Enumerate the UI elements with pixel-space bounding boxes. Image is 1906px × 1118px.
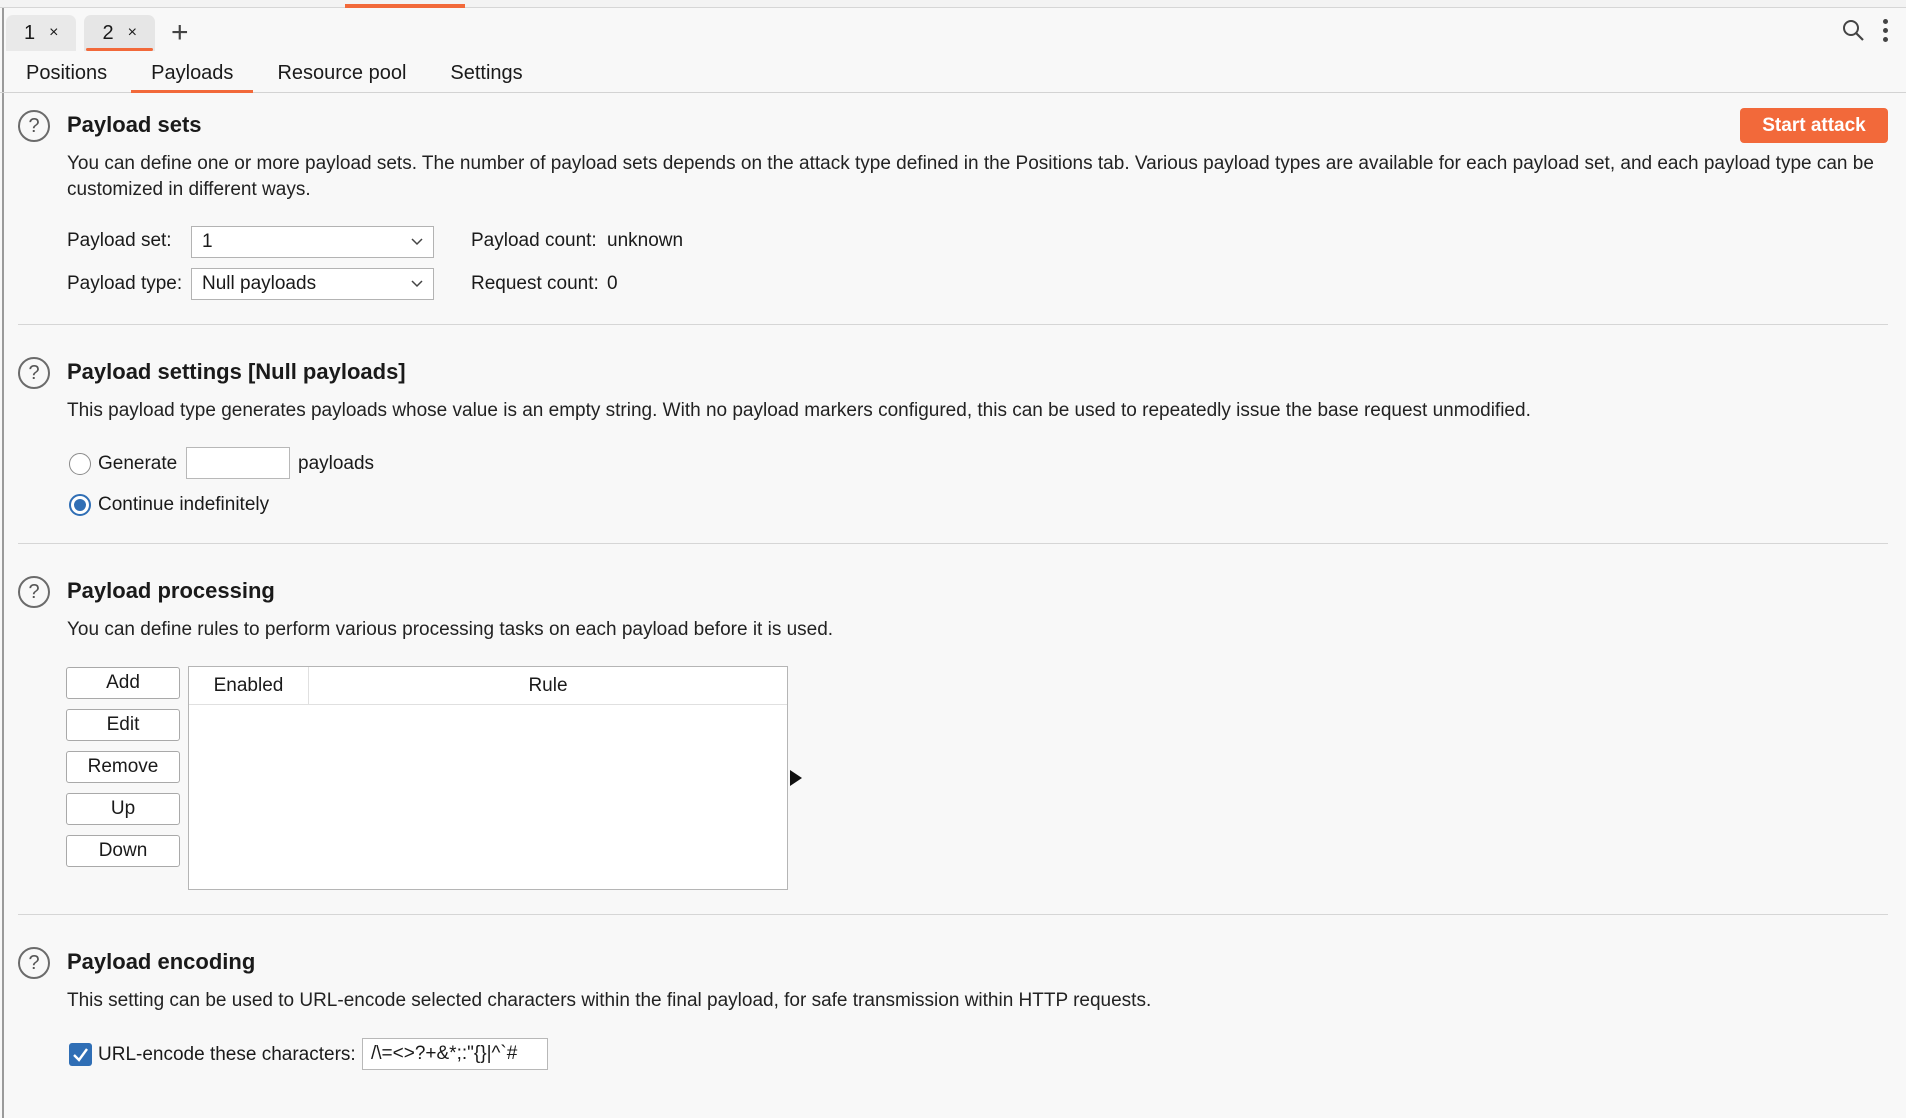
generate-radio[interactable]	[69, 453, 91, 475]
section-description: This payload type generates payloads whose value is an empty string. With no payload markers configured, this can be used to repeatedly issue the base request unmodified.	[67, 400, 1531, 421]
payload-count-value: unknown	[607, 230, 684, 251]
tab-settings[interactable]: Settings	[450, 62, 523, 84]
payload-type-label: Payload type:	[67, 273, 183, 294]
section-title: Payload encoding	[67, 949, 256, 974]
section-title: Payload sets	[67, 112, 202, 137]
search-icon[interactable]	[1841, 18, 1865, 42]
processing-rules-table[interactable]	[188, 666, 788, 890]
tab-resource-pool[interactable]: Resource pool	[277, 62, 407, 84]
payload-set-label: Payload set:	[67, 230, 172, 251]
section-divider	[18, 324, 1888, 325]
move-down-button[interactable]: Down	[66, 835, 180, 867]
add-rule-button[interactable]: Add	[66, 667, 180, 699]
section-description: This setting can be used to URL-encode selected characters within the final payload, for safe transmission within HTTP requests.	[67, 990, 1152, 1011]
help-icon[interactable]: ?	[18, 576, 50, 608]
sub-tab-bar	[0, 54, 1906, 93]
checkmark-icon	[72, 1046, 89, 1063]
help-icon[interactable]: ?	[18, 110, 50, 142]
payload-type-dropdown[interactable]	[191, 268, 434, 300]
chevron-down-icon	[411, 235, 423, 247]
close-icon[interactable]: ×	[127, 24, 137, 41]
generate-label: Generate	[98, 453, 178, 474]
request-count-value: 0	[607, 273, 618, 294]
column-header-enabled[interactable]: Enabled	[189, 667, 309, 704]
help-icon[interactable]: ?	[18, 357, 50, 389]
request-count-label: Request count:	[471, 273, 599, 294]
payload-set-dropdown[interactable]	[191, 226, 434, 258]
window-top-bar	[0, 0, 1906, 8]
help-icon[interactable]: ?	[18, 947, 50, 979]
expand-arrow-icon[interactable]	[790, 770, 802, 786]
tab-payloads[interactable]: Payloads	[131, 54, 253, 92]
payload-count-label: Payload count:	[471, 230, 597, 251]
url-encode-label: URL-encode these characters:	[98, 1044, 356, 1065]
request-tab-strip	[6, 14, 188, 52]
url-encode-checkbox[interactable]	[69, 1043, 92, 1066]
request-tab-label: 1	[24, 21, 36, 44]
payloads-suffix-label: payloads	[298, 453, 375, 474]
generate-count-input[interactable]	[186, 447, 290, 479]
tab-positions[interactable]: Positions	[26, 62, 108, 84]
close-icon[interactable]: ×	[49, 24, 59, 41]
request-tab-2[interactable]	[84, 15, 154, 51]
top-accent	[345, 4, 465, 8]
column-header-rule[interactable]: Rule	[528, 675, 568, 696]
section-title: Payload processing	[67, 578, 275, 603]
left-edge	[2, 8, 4, 1118]
url-encode-characters-input[interactable]: /\=<>?+&*;:"{}|^`#	[362, 1038, 548, 1070]
more-options-icon[interactable]	[1883, 19, 1888, 42]
continue-indefinitely-label: Continue indefinitely	[98, 494, 270, 515]
table-header	[189, 667, 787, 705]
section-title: Payload settings [Null payloads]	[67, 359, 406, 384]
start-attack-button[interactable]: Start attack	[1740, 108, 1888, 143]
move-up-button[interactable]: Up	[66, 793, 180, 825]
continue-indefinitely-radio[interactable]	[69, 494, 91, 516]
chevron-down-icon	[411, 277, 423, 289]
request-tab-label: 2	[102, 21, 114, 44]
payload-set-value: 1	[202, 231, 213, 252]
payload-type-value: Null payloads	[202, 273, 317, 294]
remove-rule-button[interactable]: Remove	[66, 751, 180, 783]
edit-rule-button[interactable]: Edit	[66, 709, 180, 741]
section-divider	[18, 543, 1888, 544]
top-right-tools	[1841, 18, 1888, 42]
section-divider	[18, 914, 1888, 915]
section-description: You can define one or more payload sets. The number of payload sets depends on the attack type defined in the Positions tab. Various payload types are available for each payload set, and each payload type can be customized in different ways.	[67, 153, 1874, 200]
section-description: You can define rules to perform various processing tasks on each payload before it is used.	[67, 619, 834, 640]
plus-icon[interactable]: +	[170, 16, 189, 49]
request-tab-1[interactable]	[6, 15, 76, 51]
